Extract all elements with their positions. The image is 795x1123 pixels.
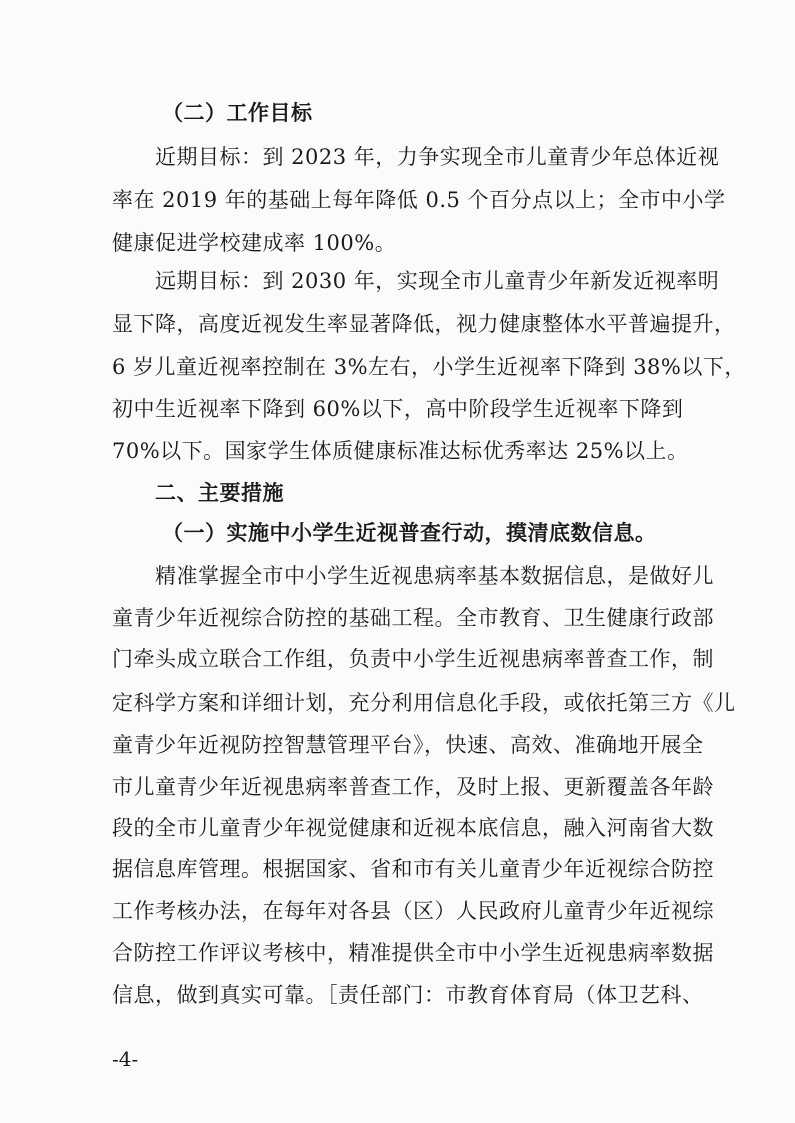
measure-1-line-6: 市儿童青少年近视患病率普查工作，及时上报、更新覆盖各年龄 <box>112 775 714 799</box>
near-term-line-2: 率在 2019 年的基础上每年降低 0.5 个百分点以上；全市中小学 <box>112 188 726 212</box>
main-measures-heading: 二、主要措施 <box>155 480 284 505</box>
near-term-line-3: 健康促进学校建成率 100%。 <box>112 231 397 255</box>
long-term-line-2: 显下降，高度近视发生率显著降低，视力健康整体水平普遍提升， <box>112 312 736 336</box>
page-number: -4- <box>112 1047 139 1071</box>
measure-1-line-4: 定科学方案和详细计划，充分利用信息化手段，或依托第三方《儿 <box>112 691 736 715</box>
measure-1-line-5: 童青少年近视防控智慧管理平台》，快速、高效、准确地开展全 <box>112 733 704 757</box>
near-term-line-1: 近期目标：到 2023 年，力争实现全市儿童青少年总体近视 <box>155 145 720 169</box>
long-term-line-1: 远期目标：到 2030 年，实现全市儿童青少年新发近视率明 <box>155 269 720 293</box>
long-term-line-4: 初中生近视率下降到 60%以下，高中阶段学生近视率下降到 <box>112 397 684 421</box>
measure-1-line-7: 段的全市儿童青少年视觉健康和近视本底信息，融入河南省大数 <box>112 816 714 840</box>
long-term-line-5: 70%以下。国家学生体质健康标准达标优秀率达 25%以上。 <box>112 439 689 463</box>
measure-1-line-1: 精准掌握全市中小学生近视患病率基本数据信息，是做好儿 <box>155 564 714 588</box>
long-term-line-3: 6 岁儿童近视率控制在 3%左右，小学生近视率下降到 38%以下， <box>112 355 746 379</box>
section-heading-work-goals: （二）工作目标 <box>162 100 313 125</box>
measure-1-heading: （一）实施中小学生近视普查行动，摸清底数信息。 <box>162 520 657 545</box>
measure-1-line-10: 合防控工作评议考核中，精准提供全市中小学生近视患病率数据 <box>112 941 714 965</box>
measure-1-line-9: 工作考核办法，在每年对各县（区）人民政府儿童青少年近视综 <box>112 899 714 923</box>
measure-1-line-2: 童青少年近视综合防控的基础工程。全市教育、卫生健康行政部 <box>112 606 714 630</box>
measure-1-line-8: 据信息库管理。根据国家、省和市有关儿童青少年近视综合防控 <box>112 857 714 881</box>
measure-1-line-3: 门牵头成立联合工作组，负责中小学生近视患病率普查工作，制 <box>112 647 714 671</box>
measure-1-line-11: 信息，做到真实可靠。［责任部门：市教育体育局（体卫艺科、 <box>112 983 704 1007</box>
